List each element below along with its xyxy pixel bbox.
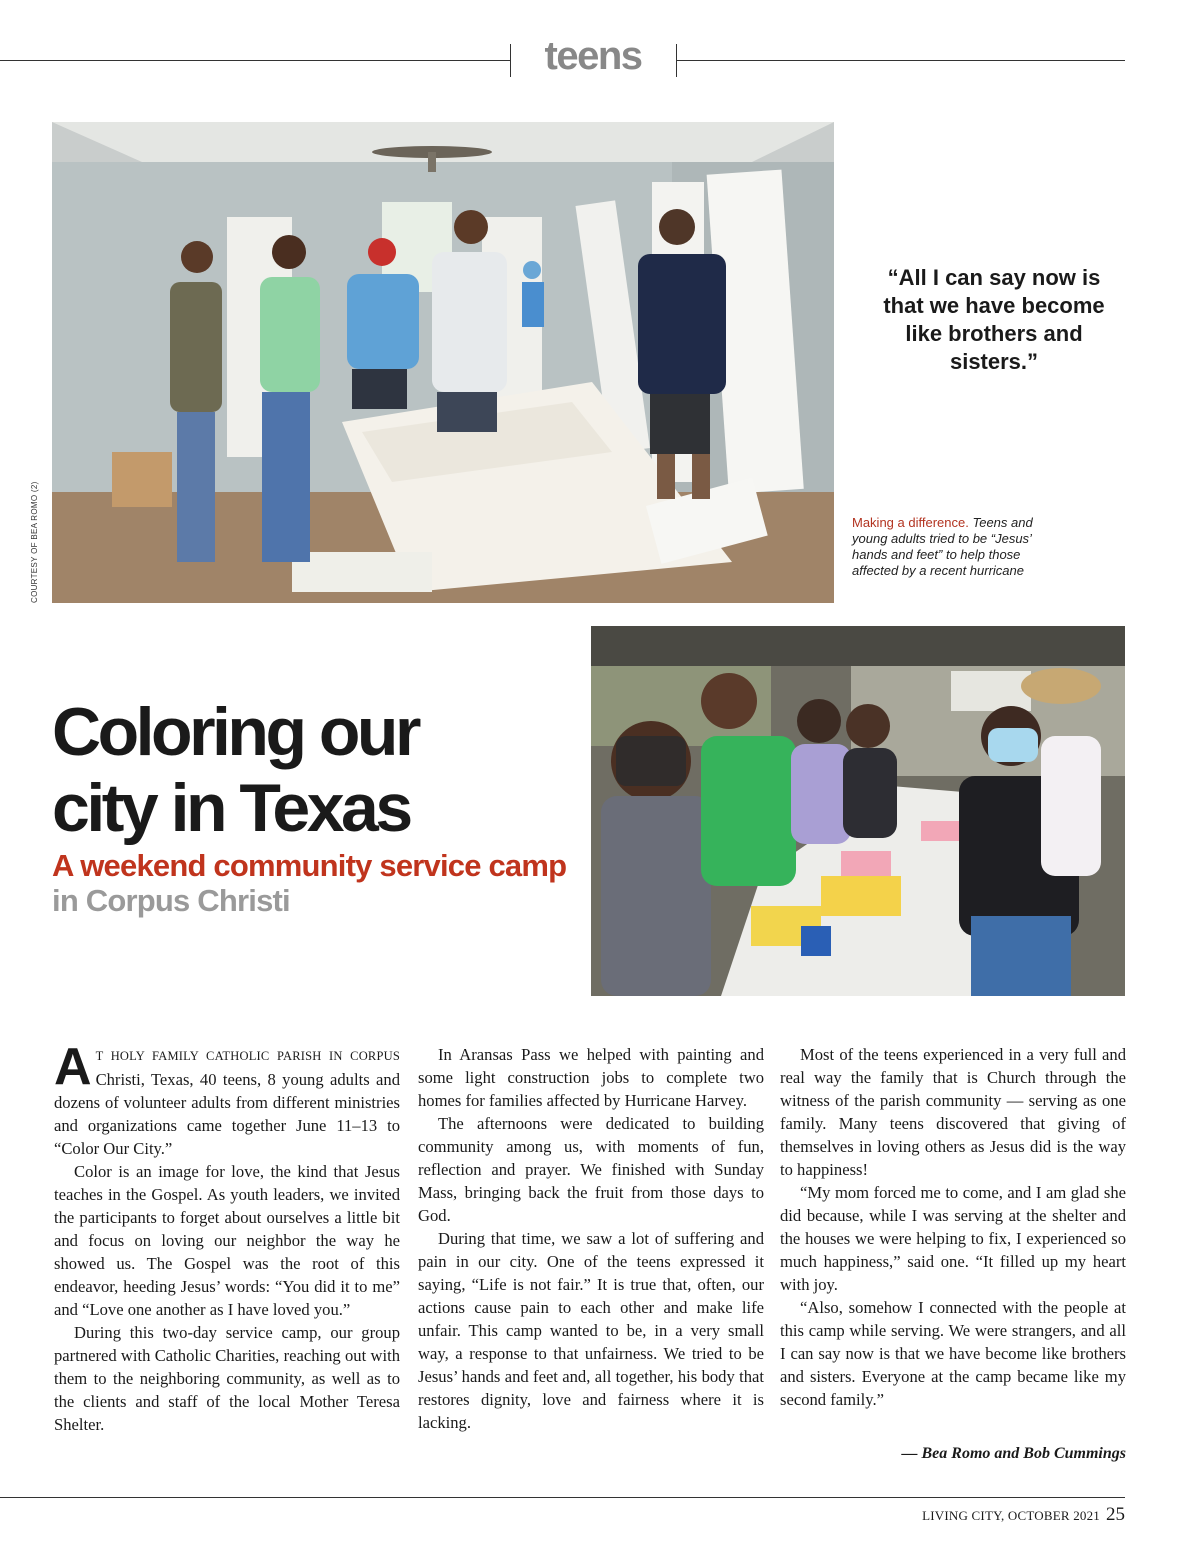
publication-name: LIVING CITY, OCTOBER 2021 [922,1508,1100,1523]
article-headline [52,694,572,846]
photo-volunteers-painting-doors [52,122,834,603]
article-column-2 [418,1043,764,1434]
headline-line-2: city in Texas [52,770,410,846]
paragraph-4: In Aransas Pass we helped with painting and some light construction jobs to complete two homes for families affected by Hurricane Harvey. [418,1045,764,1110]
article-column-1 [54,1038,400,1436]
paragraph-9: “Also, somehow I connected with the people at this camp while serving. We were strangers, and all I can say now is that we have become like brothers and sisters. Everyone at the camp became like my second family.” [780,1298,1126,1409]
photo-credit: COURTESY OF BEA ROMO (2) [30,481,39,603]
paragraph-1-text: Christi, Texas, 40 teens, 8 young adults and dozens of volunteer adults from different ministries and organizations came together June 11–13 to “Color Our City.” [54,1070,400,1158]
paragraph-6: During that time, we saw a lot of suffering and pain in our city. One of the teens expressed it saying, “Life is not fair.” It is true that, often, our actions cause pain to each other and make life unfair. This camp wanted to be, in a very small way, a response to that unfairness. We tried to be Jesus’ hands and feet and, all together, his body that restores dignity, love and fairness where it is lacking. [418,1229,764,1432]
paragraph-5: The afternoons were dedicated to building community among us, with moments of fun, reflection and prayer. We finished with Sunday Mass, bringing back the fruit from those days to God. [418,1114,764,1225]
page-footer [922,1504,1125,1526]
article-subhead [52,848,582,918]
section-label: teens [544,34,642,78]
header-tick-left [510,44,511,77]
pull-quote: “All I can say now is that we have become like brothers and sisters.” [883,265,1105,374]
footer-rule [0,1497,1125,1498]
paragraph-3: During this two-day service camp, our group partnered with Catholic Charities, reaching out with them to the neighboring community, as well as to the clients and staff of the local Mother Teresa Shelter. [54,1323,400,1434]
subhead-red: A weekend community service camp [52,848,567,883]
header-rule-left [0,60,510,61]
paragraph-7: Most of the teens experienced in a very full and real way the family that is Church through the witness of the parish community — serving as one family. Many teens discovered that giving of themselves in loving others as Jesus did is the way to happiness! [780,1045,1126,1179]
paragraph-1 [54,1038,400,1160]
article-column-3 [780,1043,1126,1411]
caption-lead: Making a difference. [852,515,969,530]
paragraph-2: Color is an image for love, the kind that Jesus teaches in the Gospel. As youth leaders, we invited the participants to forget about ourselves a little bit and focus on loving our neighbor the way he showed us. The Gospel was the root of this endeavor, heeding Jesus’ words: “You did it to me” and “Love one another as I have loved you.” [54,1162,400,1319]
lead-smallcaps: T HOLY FAMILY CATHOLIC PARISH IN CORPUS [95,1049,400,1063]
header-rule-right [676,60,1125,61]
photo-caption [852,515,1062,579]
caption-body: Teens and young adults tried to be “Jesus’ hands and feet” to help those affected by a recent hurricane [852,515,1033,578]
photo-teens-craft-table [591,626,1125,996]
byline: — Bea Romo and Bob Cummings [901,1445,1126,1462]
headline-line-1: Coloring our [52,694,418,770]
drop-cap: A [54,1038,92,1096]
paragraph-8: “My mom forced me to come, and I am glad she did because, while I was serving at the shelter and the houses we were helping to fix, I experienced so much happiness,” said one. “It filled up my heart with joy. [780,1183,1126,1294]
subhead-gray: in Corpus Christi [52,883,290,918]
page-number: 25 [1106,1504,1125,1525]
